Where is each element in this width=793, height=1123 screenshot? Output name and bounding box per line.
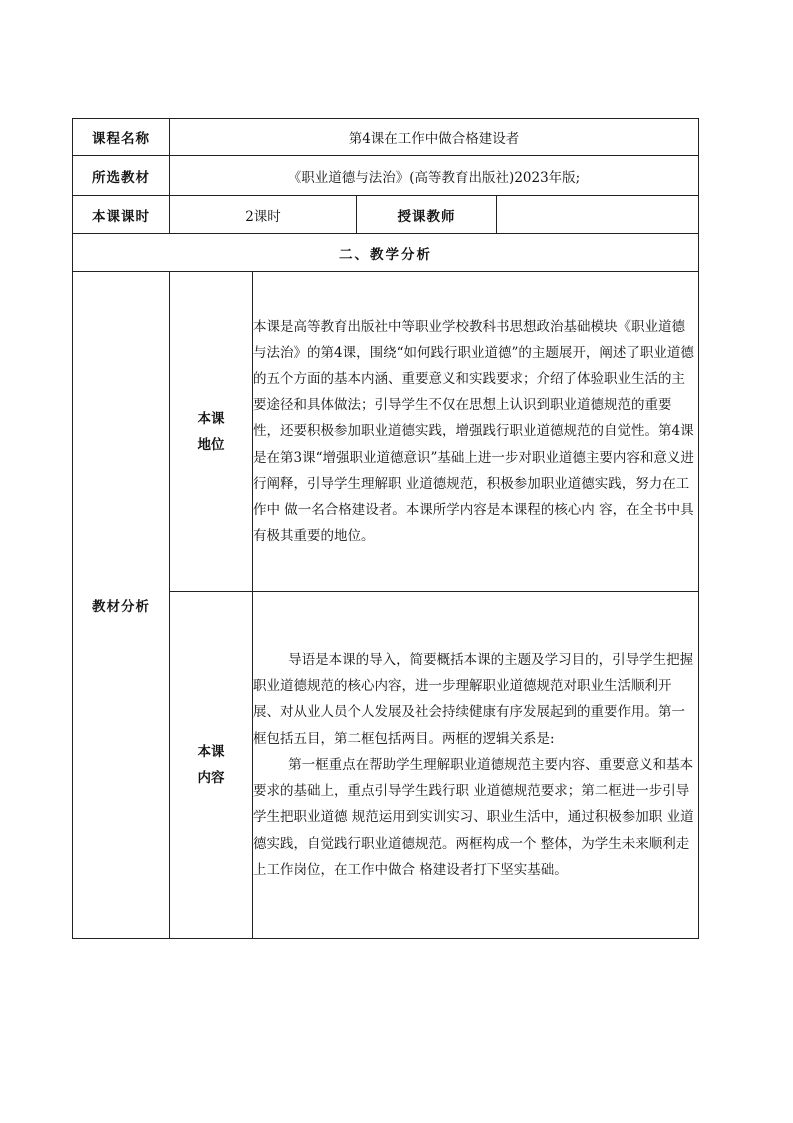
teacher-value [497, 196, 699, 234]
position-label [170, 272, 253, 592]
content-paragraph-2: 第一框重点在帮助学生理解职业道德规范主要内容、重要意义和基本要求的基础上，重点引导学生践行职 业道德规范要求；第二框进一步引导学生把职业道德 规范运用到实训实习、职业生活中，通过积极参加职 业道德实践，自觉践行职业道德规范。两框构成一个 整体，为学生未来顺利走上工作岗位，在工作中做合 格建设者打下坚实基础。 [253, 756, 694, 878]
position-label-line2: 地位 [197, 436, 225, 453]
position-text-cell [253, 272, 699, 592]
content-text-cell [253, 592, 699, 939]
content-paragraph-1: 导语是本课的导入，简要概括本课的主题及学习目的，引导学生把握职业道德规范的核心内容，进一步理解职业道德规范对职业生活顺利开展、对从业人员个人发展及社会持续健康有序发展起到的重要作用。第一框包括五目，第二框包括两目。两框的逻辑关系是: [253, 652, 694, 747]
teacher-label: 授课教师 [357, 196, 497, 234]
hours-row [73, 196, 699, 234]
course-name-label: 课程名称 [73, 119, 170, 156]
section-title: 二、教学分析 [73, 234, 699, 272]
analysis-label: 教材分析 [73, 272, 170, 939]
content-label [170, 592, 253, 939]
position-row [73, 272, 699, 592]
course-name-value: 第4课在工作中做合格建设者 [170, 119, 699, 156]
textbook-label: 所选教材 [73, 156, 170, 196]
section-title-row [73, 234, 699, 272]
content-label-line1: 本课 [197, 744, 225, 760]
course-name-row [73, 119, 699, 156]
position-label-line1: 本课 [197, 410, 225, 427]
hours-label: 本课课时 [73, 196, 170, 234]
position-text: 本课是高等教育出版社中等职业学校教科书思想政治基础模块《职业道德与法治》的第4课，围绕“如何践行职业道德”的主题展开，阐述了职业道德的五个方面的基本内涵、重要意义和实践要求；介绍了体验职业生活的主要途径和具体做法；引导学生不仅在思想上认识到职业道德规范的重要性，还要积极参加职业道德实践，增强践行职业道德规范的自觉性。第4课是在第3课“增强职业道德意识”基础上进一步对职业道德主要内容和意义进行阐释，引导学生理解职 业道德规范，积极参加职业道德实践，努力在工作中 做一名合格建设者。本课所学内容是本课程的核心内 容，在全书中具有极其重要的地位。 [253, 318, 694, 545]
textbook-value: 《职业道德与法治》(高等教育出版社)2023年版; [170, 156, 699, 196]
content-label-line2: 内容 [197, 770, 225, 786]
hours-value: 2课时 [170, 196, 357, 234]
lesson-plan-table [72, 118, 699, 939]
textbook-row [73, 156, 699, 196]
